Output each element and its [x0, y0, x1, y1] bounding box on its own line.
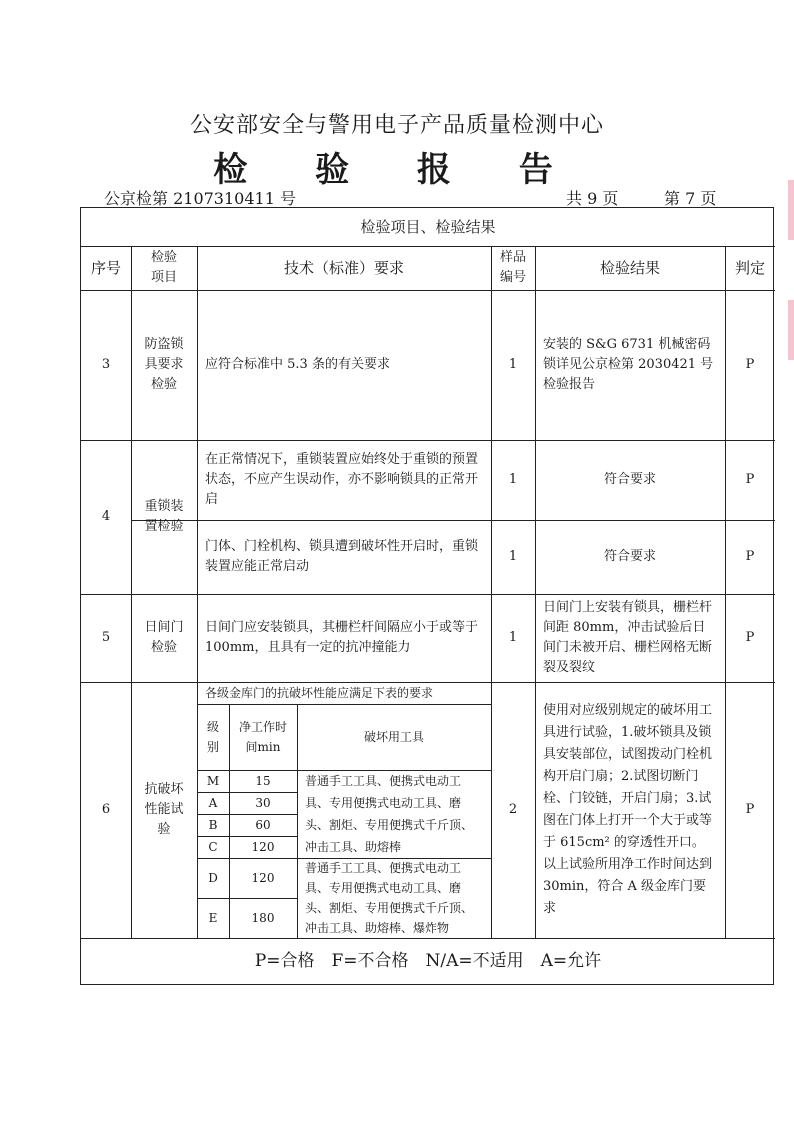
- header-sample: 样品编号: [499, 250, 526, 285]
- header-no: 序号: [90, 259, 121, 277]
- table-row-result: 日间门上安装有锁具，栅栏杆间距 80mm，冲击试验后日间门未被开启、栅栏网格无断裂及裂纹: [543, 600, 713, 675]
- table-row-verdict: P: [745, 472, 755, 487]
- table-row-verdict: P: [745, 630, 755, 645]
- table-row-sample: 1: [508, 549, 518, 564]
- table-row-item: 抗破坏性能试验: [144, 782, 184, 837]
- table-row-result: 安装的 S&G 6731 机械密码锁详见公京检第 2030421 号检验报告: [543, 337, 714, 392]
- page-number: 第 7 页: [664, 189, 717, 208]
- subtable-header-time: 净工作时间min: [239, 720, 288, 754]
- subtable-level: E: [208, 911, 218, 925]
- header-item: 检验项目: [150, 250, 177, 285]
- table-row-requirement: 应符合标准中 5.3 条的有关要求: [205, 357, 390, 372]
- subtable-time: 60: [255, 818, 271, 832]
- edge-seal-mark: [788, 300, 794, 360]
- table-row-verdict: P: [745, 802, 755, 817]
- subtable-time: 30: [255, 796, 271, 810]
- table-row-verdict: P: [745, 357, 755, 372]
- report-title: 检 验 报 告: [213, 150, 581, 190]
- subtable-header-tools: 破坏用工具: [363, 730, 424, 744]
- header-verdict: 判定: [734, 259, 765, 277]
- table-row-sample: 1: [508, 357, 518, 372]
- subtable-level: C: [208, 840, 218, 854]
- table-caption: 检验项目、检验结果: [360, 218, 496, 236]
- table-row-result: 符合要求: [603, 472, 656, 487]
- table-row-result: 符合要求: [603, 549, 656, 564]
- subtable-level: B: [208, 818, 218, 832]
- total-pages: 共 9 页: [566, 189, 619, 208]
- verdict-legend: P=合格 F=不合格 N/A=不适用 A=允许: [254, 951, 602, 971]
- table-row-result: 使用对应级别规定的破坏用工具进行试验，1.破坏锁具及锁具安装部位，试图拨动门栓机构开启门扇；2.试图切断门栓、门铰链，开启门扇；3.试图在门体上打开一个大于或等于 615cm² 的穿透性开口。以上试验所用净工作时间达到 30min，符合 A 级金库门要求: [543, 703, 713, 916]
- table-row-requirement: 日间门应安装锁具，其栅栏杆间隔应小于或等于 100mm，且具有一定的抗冲撞能力: [205, 620, 479, 655]
- table-row-item: 重锁装置检验: [144, 499, 184, 534]
- org-name: 公安部安全与警用电子产品质量检测中心: [189, 113, 604, 138]
- subtable-time: 180: [251, 911, 275, 925]
- table-row-item: 日间门检验: [144, 620, 184, 655]
- report-table: [80, 207, 774, 985]
- table-row-requirement: 在正常情况下，重锁装置应始终处于重锁的预置状态，不应产生误动作，亦不影响锁具的正常开启: [205, 452, 479, 507]
- table-row-sample: 2: [508, 802, 518, 817]
- table-row: 5: [101, 630, 111, 645]
- subtable-tools: 普通手工工具、便携式电动工具、专用便携式电动工具、磨头、割炬、专用便携式千斤顶、冲击工具、助熔棒、爆炸物: [305, 861, 474, 935]
- table-row-item: 防盗锁具要求检验: [144, 337, 184, 392]
- table-row-sample: 1: [508, 472, 518, 487]
- subtable-header-level: 级别: [206, 720, 219, 754]
- edge-seal-mark: [788, 180, 794, 240]
- subtable-time: 15: [255, 774, 271, 788]
- subtable-level: M: [206, 774, 220, 788]
- subtable-tools: 普通手工工具、便携式电动工具、专用便携式电动工具、磨头、割炬、专用便携式千斤顶、冲击工具、助熔棒: [305, 774, 474, 854]
- subtable-caption: 各级金库门的抗破坏性能应满足下表的要求: [205, 686, 434, 700]
- subtable-time: 120: [251, 840, 275, 854]
- report-number: 公京检第 2107310411 号: [104, 189, 296, 208]
- header-requirement: 技术（标准）要求: [283, 259, 404, 277]
- subtable-level: A: [208, 796, 218, 810]
- subtable-time: 120: [251, 871, 275, 885]
- table-row-requirement: 门体、门栓机构、锁具遭到破坏性开启时，重锁装置应能正常启动: [205, 539, 479, 574]
- table-row: 3: [101, 357, 111, 372]
- table-row: 4: [101, 509, 111, 524]
- table-row-verdict: P: [745, 549, 755, 564]
- subtable-level: D: [208, 871, 218, 885]
- header-result: 检验结果: [599, 259, 660, 277]
- table-row-sample: 1: [508, 630, 518, 645]
- table-row: 6: [101, 802, 111, 817]
